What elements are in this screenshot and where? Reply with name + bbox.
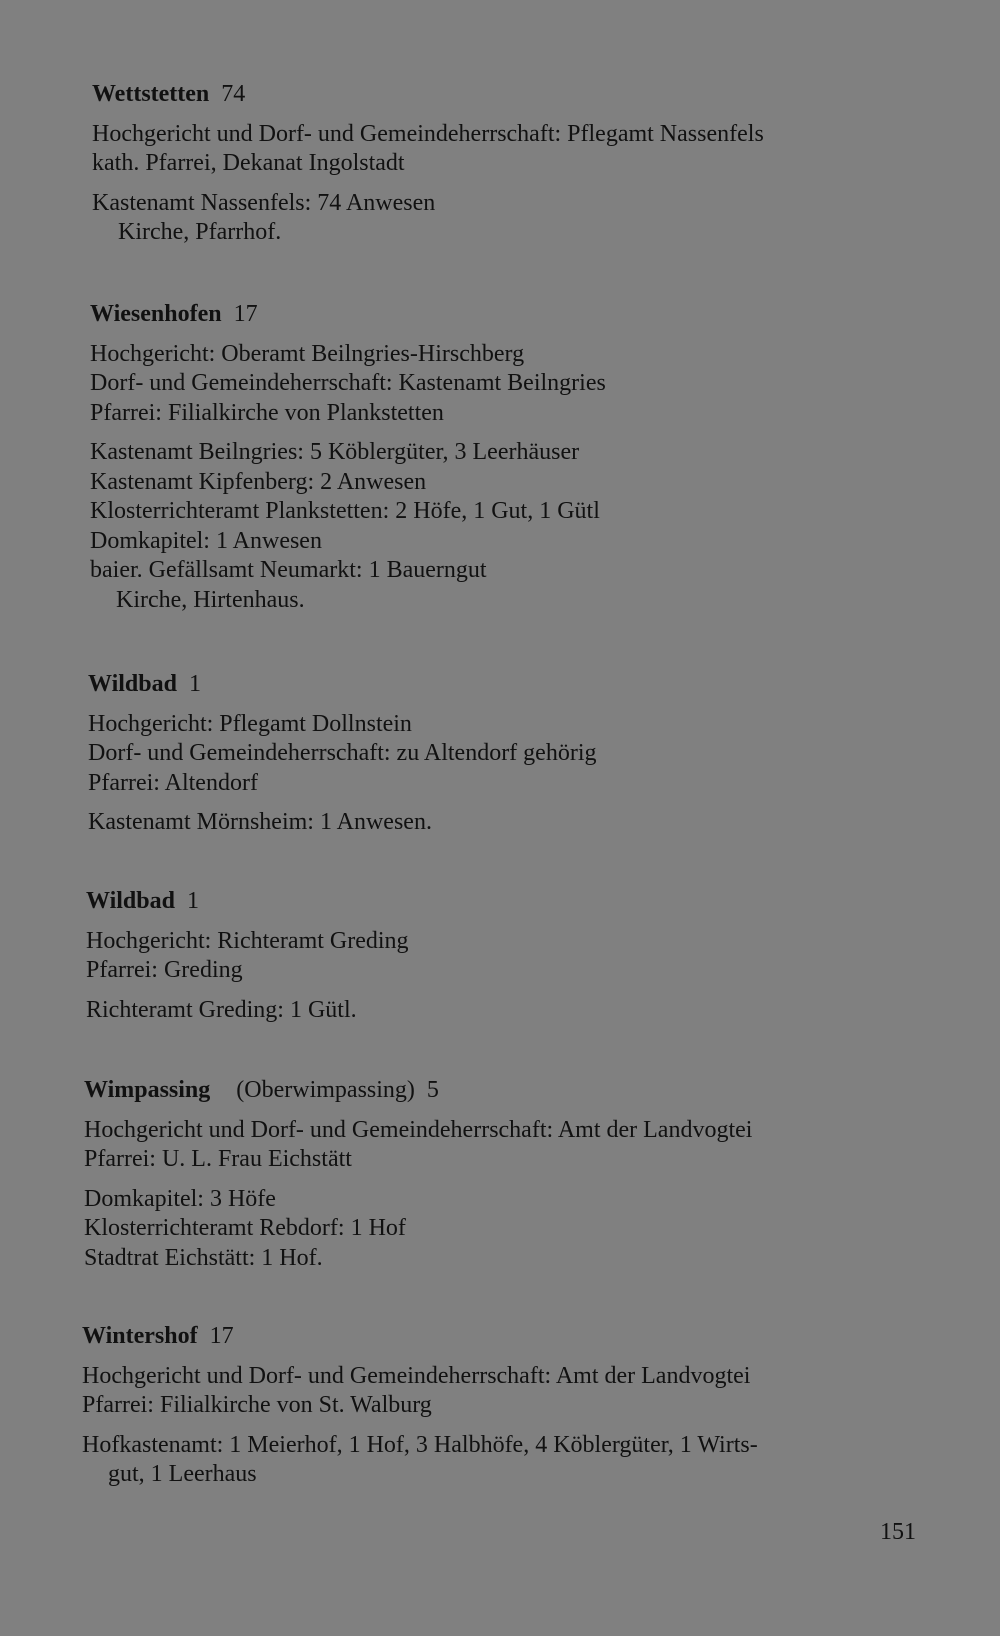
place-name: Wiesenhofen bbox=[90, 301, 222, 327]
entry-count: 74 bbox=[221, 81, 246, 107]
jurisdiction-line: Pfarrei: Greding bbox=[86, 957, 243, 983]
entry-count: 5 bbox=[426, 1077, 439, 1103]
entry-wildbad-1 bbox=[88, 670, 597, 838]
entry-count: 17 bbox=[233, 301, 258, 327]
jurisdiction-line: Pfarrei: Filialkirche von St. Walburg bbox=[82, 1392, 432, 1418]
holdings-line: Kastenamt Kipfenberg: 2 Anwesen bbox=[90, 468, 427, 495]
holdings-line: Kastenamt Mörnsheim: 1 Anwesen. bbox=[88, 809, 432, 835]
entry-count: 1 bbox=[186, 888, 199, 914]
place-name: Wimpassing bbox=[84, 1077, 211, 1103]
entry-heading bbox=[88, 670, 597, 700]
entry-wildbad-2 bbox=[86, 887, 409, 1025]
holdings-line: gut, 1 Leerhaus bbox=[108, 1461, 257, 1487]
entry-heading bbox=[90, 300, 606, 330]
entry-wiesenhofen bbox=[90, 300, 606, 615]
jurisdiction-line: Hochgericht: Oberamt Beilngries-Hirschberg bbox=[90, 340, 525, 367]
holdings-line: Klosterrichteramt Plankstetten: 2 Höfe, 1 Gut, 1 Gütl bbox=[90, 498, 600, 524]
entry-wimpassing bbox=[84, 1076, 752, 1273]
jurisdiction-line: Dorf- und Gemeindeherrschaft: zu Altendorf gehörig bbox=[88, 740, 597, 766]
jurisdiction-block bbox=[92, 120, 764, 179]
jurisdiction-line: Hochgericht und Dorf- und Gemeindeherrschaft: Pflegamt Nassenfels bbox=[92, 120, 764, 147]
holdings-line: Klosterrichteramt Rebdorf: 1 Hof bbox=[84, 1215, 406, 1241]
jurisdiction-line: Hochgericht und Dorf- und Gemeindeherrschaft: Amt der Landvogtei bbox=[84, 1116, 753, 1143]
jurisdiction-line: Dorf- und Gemeindeherrschaft: Kastenamt Beilngries bbox=[90, 370, 606, 396]
place-name: Wildbad bbox=[86, 888, 175, 914]
holdings-line: Kastenamt Nassenfels: 74 Anwesen bbox=[92, 189, 436, 216]
jurisdiction-block bbox=[84, 1116, 752, 1175]
holdings-line: Stadtrat Eichstätt: 1 Hof. bbox=[84, 1244, 323, 1271]
entry-heading bbox=[86, 887, 409, 917]
entry-heading bbox=[84, 1076, 752, 1106]
holdings-line: Domkapitel: 3 Höfe bbox=[84, 1185, 276, 1212]
holdings-line: Kirche, Hirtenhaus. bbox=[116, 586, 305, 613]
holdings-line: Hofkastenamt: 1 Meierhof, 1 Hof, 3 Halbhöfe, 4 Köblergüter, 1 Wirts- bbox=[82, 1431, 758, 1458]
holdings-block bbox=[84, 1185, 752, 1274]
entry-count: 17 bbox=[209, 1323, 234, 1349]
entry-count: 1 bbox=[188, 671, 201, 697]
entry-heading bbox=[82, 1322, 758, 1352]
jurisdiction-line: Pfarrei: Altendorf bbox=[88, 769, 258, 796]
holdings-block bbox=[92, 189, 764, 248]
place-name: Wettstetten bbox=[92, 81, 210, 107]
alternate-name: (Oberwimpassing) bbox=[236, 1077, 415, 1103]
jurisdiction-line: Pfarrei: U. L. Frau Eichstätt bbox=[84, 1146, 352, 1172]
jurisdiction-block bbox=[86, 927, 409, 986]
jurisdiction-line: Hochgericht: Pflegamt Dollnstein bbox=[88, 710, 412, 737]
jurisdiction-line: kath. Pfarrei, Dekanat Ingolstadt bbox=[92, 150, 405, 176]
place-name: Wildbad bbox=[88, 671, 177, 697]
jurisdiction-block bbox=[82, 1362, 758, 1421]
jurisdiction-line: Hochgericht und Dorf- und Gemeindeherrschaft: Amt der Landvogtei bbox=[82, 1362, 751, 1389]
holdings-block bbox=[86, 996, 409, 1026]
entry-wettstetten bbox=[92, 80, 764, 248]
holdings-line: Kirche, Pfarrhof. bbox=[118, 219, 282, 245]
holdings-block bbox=[90, 438, 606, 615]
jurisdiction-block bbox=[90, 340, 606, 429]
jurisdiction-block bbox=[88, 710, 597, 799]
holdings-line: baier. Gefällsamt Neumarkt: 1 Bauerngut bbox=[90, 557, 487, 583]
page-number: 151 bbox=[880, 1519, 916, 1545]
place-name: Wintershof bbox=[82, 1323, 198, 1349]
holdings-line: Richteramt Greding: 1 Gütl. bbox=[86, 996, 357, 1023]
jurisdiction-line: Hochgericht: Richteramt Greding bbox=[86, 927, 409, 954]
entry-heading bbox=[92, 80, 764, 110]
holdings-block bbox=[88, 808, 597, 838]
jurisdiction-line: Pfarrei: Filialkirche von Plankstetten bbox=[90, 399, 444, 426]
holdings-line: Kastenamt Beilngries: 5 Köblergüter, 3 Leerhäuser bbox=[90, 439, 580, 465]
holdings-block bbox=[82, 1431, 758, 1490]
holdings-line: Domkapitel: 1 Anwesen bbox=[90, 527, 322, 554]
entry-wintershof bbox=[82, 1322, 758, 1490]
